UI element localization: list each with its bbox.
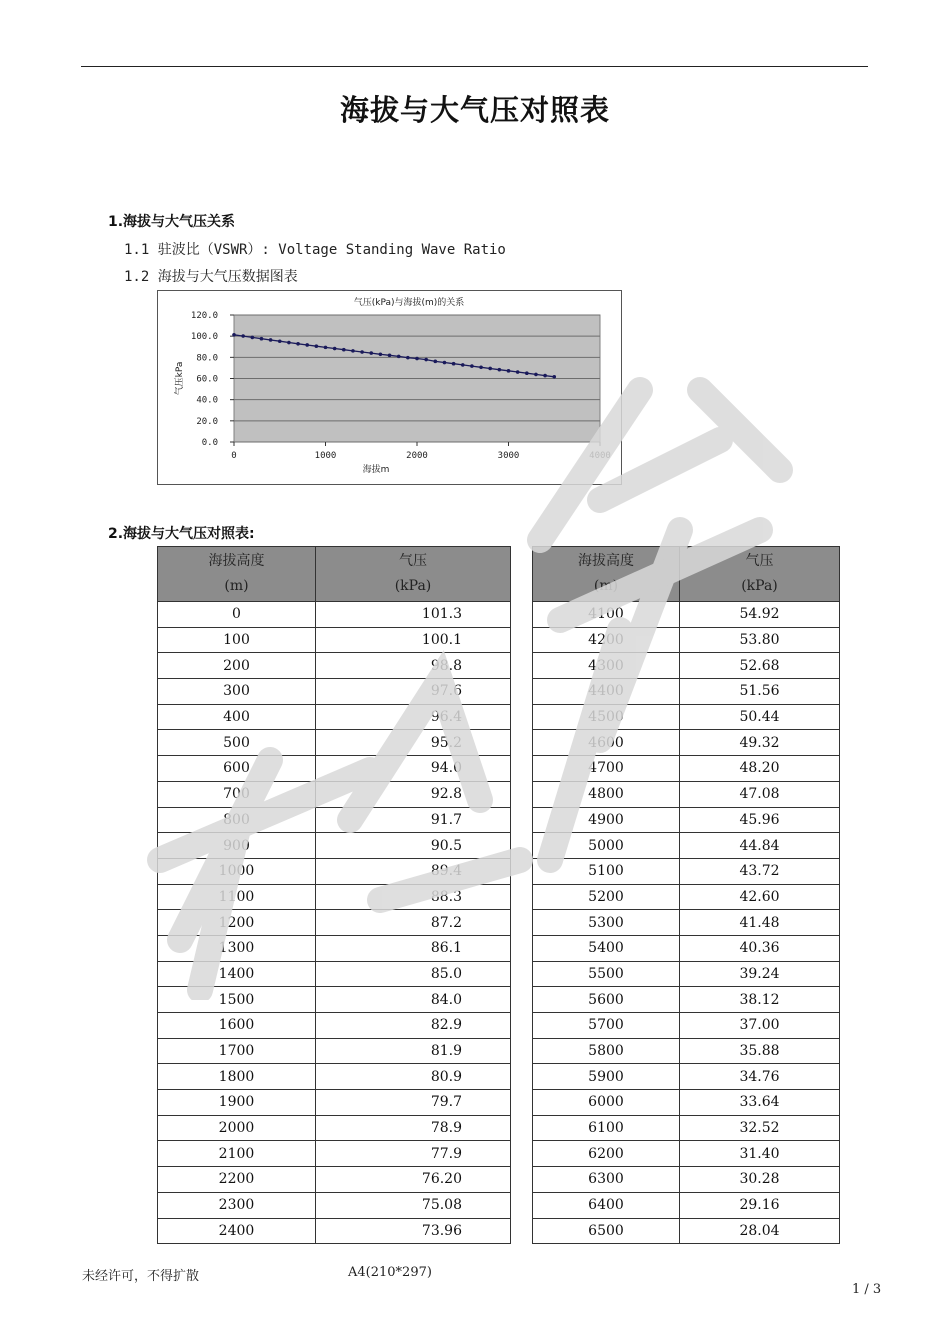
data-point (552, 375, 556, 379)
altitude-cell: 4200 (533, 627, 680, 653)
data-point (488, 367, 492, 371)
data-point (360, 350, 364, 354)
table-gap (511, 833, 533, 859)
x-tick-label: 2000 (406, 451, 428, 461)
altitude-cell: 500 (158, 730, 316, 756)
data-point (388, 354, 392, 358)
data-point (296, 342, 300, 346)
pressure-cell: 31.40 (680, 1141, 840, 1167)
table-gap (511, 935, 533, 961)
altitude-cell: 5800 (533, 1038, 680, 1064)
pressure-cell: 101.3 (316, 602, 511, 628)
pressure-cell: 78.9 (316, 1115, 511, 1141)
altitude-cell: 400 (158, 704, 316, 730)
pressure-cell: 30.28 (680, 1167, 840, 1193)
table-row (158, 653, 840, 679)
pressure-chart (157, 290, 622, 485)
altitude-cell: 4100 (533, 602, 680, 628)
altitude-cell: 6200 (533, 1141, 680, 1167)
table-gap (511, 1192, 533, 1218)
table-row (158, 627, 840, 653)
footer-notice: 未经许可，不得扩散 (82, 1269, 200, 1284)
header-pressure-label: 气压 (745, 553, 774, 569)
altitude-cell: 1500 (158, 987, 316, 1013)
pressure-cell: 48.20 (680, 756, 840, 782)
altitude-cell: 2100 (158, 1141, 316, 1167)
data-point (369, 351, 373, 355)
table-gap (511, 858, 533, 884)
data-point (415, 357, 419, 361)
altitude-cell: 200 (158, 653, 316, 679)
data-point (260, 337, 264, 341)
table-gap (511, 1167, 533, 1193)
altitude-cell: 5500 (533, 961, 680, 987)
y-tick-label: 120.0 (190, 311, 218, 321)
pressure-cell: 28.04 (680, 1218, 840, 1244)
table-row (158, 756, 840, 782)
altitude-cell: 2000 (158, 1115, 316, 1141)
pressure-cell: 90.5 (316, 833, 511, 859)
pressure-cell: 95.2 (316, 730, 511, 756)
data-point (470, 364, 474, 368)
pressure-cell: 84.0 (316, 987, 511, 1013)
pressure-cell: 52.68 (680, 653, 840, 679)
data-point (479, 365, 483, 369)
table-gap (511, 1038, 533, 1064)
pressure-cell: 100.1 (316, 627, 511, 653)
table-gap (511, 987, 533, 1013)
altitude-cell: 6400 (533, 1192, 680, 1218)
table-row (158, 1141, 840, 1167)
pressure-cell: 42.60 (680, 884, 840, 910)
altitude-cell: 1900 (158, 1090, 316, 1116)
altitude-cell: 700 (158, 781, 316, 807)
header-altitude-label: 海拔高度 (578, 553, 634, 569)
altitude-cell: 4500 (533, 704, 680, 730)
pressure-cell: 45.96 (680, 807, 840, 833)
pressure-cell: 98.8 (316, 653, 511, 679)
table-row (158, 935, 840, 961)
pressure-cell: 43.72 (680, 858, 840, 884)
table-gap (511, 1141, 533, 1167)
x-tick-label: 3000 (497, 451, 520, 461)
data-point (525, 371, 529, 375)
altitude-cell: 300 (158, 679, 316, 705)
table-row (158, 1192, 840, 1218)
pressure-cell: 77.9 (316, 1141, 511, 1167)
table-row (158, 1167, 840, 1193)
altitude-cell: 2300 (158, 1192, 316, 1218)
altitude-cell: 1700 (158, 1038, 316, 1064)
table-gap (511, 679, 533, 705)
y-tick-label: 100.0 (190, 332, 218, 343)
pressure-cell: 97.6 (316, 679, 511, 705)
x-tick-label: 1000 (314, 451, 337, 461)
altitude-cell: 1000 (158, 858, 316, 884)
altitude-cell: 6300 (533, 1167, 680, 1193)
table-row (158, 987, 840, 1013)
data-point (287, 341, 291, 345)
data-point (406, 356, 410, 360)
pressure-cell: 94.0 (316, 756, 511, 782)
table-row (158, 1064, 840, 1090)
chart-title: 气压(kPa)与海拔(m)的关系 (353, 298, 465, 308)
table-gap (511, 653, 533, 679)
pressure-cell: 54.92 (680, 602, 840, 628)
pressure-chart-svg (158, 291, 621, 484)
data-point (543, 374, 547, 378)
header-pressure-unit: (kPa) (741, 578, 778, 594)
data-point (232, 333, 236, 337)
table-row (158, 884, 840, 910)
table-gap (511, 756, 533, 782)
pressure-cell: 39.24 (680, 961, 840, 987)
table-gap (511, 730, 533, 756)
pressure-cell: 91.7 (316, 807, 511, 833)
table-row (158, 833, 840, 859)
pressure-cell: 81.9 (316, 1038, 511, 1064)
altitude-cell: 1300 (158, 935, 316, 961)
data-point (305, 343, 309, 347)
table-gap (511, 627, 533, 653)
table-row (158, 781, 840, 807)
footer-paper-size: A4(210*297) (348, 1265, 432, 1280)
altitude-cell: 5900 (533, 1064, 680, 1090)
pressure-cell: 34.76 (680, 1064, 840, 1090)
pressure-cell: 80.9 (316, 1064, 511, 1090)
table-gap (511, 1064, 533, 1090)
pressure-cell: 75.08 (316, 1192, 511, 1218)
data-point (498, 368, 502, 372)
altitude-cell: 4900 (533, 807, 680, 833)
pressure-cell: 40.36 (680, 935, 840, 961)
altitude-cell: 4400 (533, 679, 680, 705)
table-row (158, 1090, 840, 1116)
pressure-cell: 86.1 (316, 935, 511, 961)
header-pressure-label: 气压 (399, 553, 427, 569)
y-tick-label: 0.0 (201, 438, 218, 448)
data-point (424, 358, 428, 362)
altitude-cell: 5400 (533, 935, 680, 961)
table-row (158, 807, 840, 833)
header-altitude-label: 海拔高度 (208, 553, 265, 569)
altitude-cell: 800 (158, 807, 316, 833)
section-1-2: 1.2 海拔与大气压数据图表 (124, 269, 298, 285)
pressure-cell: 92.8 (316, 781, 511, 807)
pressure-cell: 85.0 (316, 961, 511, 987)
altitude-cell: 900 (158, 833, 316, 859)
altitude-cell: 2400 (158, 1218, 316, 1244)
header-altitude-2 (533, 547, 680, 602)
pressure-cell: 50.44 (680, 704, 840, 730)
header-pressure-unit: (kPa) (394, 578, 432, 594)
table-gap (511, 602, 533, 628)
altitude-cell: 1600 (158, 1013, 316, 1039)
data-point (534, 373, 538, 377)
y-tick-label: 40.0 (196, 395, 218, 406)
data-point (434, 360, 438, 364)
header-altitude-unit: (m) (593, 578, 619, 594)
data-point (315, 344, 319, 348)
table-gap (511, 884, 533, 910)
pressure-cell: 32.52 (680, 1115, 840, 1141)
data-point (251, 336, 255, 340)
data-point (452, 362, 456, 366)
pressure-cell: 29.16 (680, 1192, 840, 1218)
x-tick-label: 4000 (589, 451, 611, 461)
altitude-cell: 6100 (533, 1115, 680, 1141)
altitude-cell: 6000 (533, 1090, 680, 1116)
data-point (379, 352, 383, 356)
table-header-row (158, 547, 840, 602)
table-gap (511, 1218, 533, 1244)
table-gap (511, 704, 533, 730)
data-point (324, 346, 328, 350)
table-gap (511, 781, 533, 807)
data-point (351, 349, 355, 353)
data-point (516, 370, 520, 374)
altitude-cell: 1800 (158, 1064, 316, 1090)
table-row (158, 1013, 840, 1039)
pressure-cell: 53.80 (680, 627, 840, 653)
pressure-cell: 51.56 (680, 679, 840, 705)
pressure-cell: 35.88 (680, 1038, 840, 1064)
table-gap (511, 1115, 533, 1141)
pressure-cell: 76.20 (316, 1167, 511, 1193)
altitude-cell: 5000 (533, 833, 680, 859)
pressure-cell: 37.00 (680, 1013, 840, 1039)
table-gap (511, 961, 533, 987)
data-point (278, 339, 282, 343)
pressure-cell: 49.32 (680, 730, 840, 756)
altitude-cell: 5200 (533, 884, 680, 910)
altitude-cell: 4700 (533, 756, 680, 782)
page-number: 1 / 3 (852, 1282, 882, 1297)
table-gap (511, 910, 533, 936)
section-1-heading: 1.海拔与大气压关系 (108, 214, 236, 230)
pressure-cell: 82.9 (316, 1013, 511, 1039)
altitude-cell: 5100 (533, 858, 680, 884)
data-point (507, 369, 511, 373)
section-2-heading: 2.海拔与大气压对照表: (108, 526, 255, 542)
pressure-cell: 33.64 (680, 1090, 840, 1116)
table-row (158, 704, 840, 730)
y-tick-label: 80.0 (196, 353, 218, 364)
page-title: 海拔与大气压对照表 (339, 93, 610, 127)
altitude-pressure-table (157, 546, 840, 1244)
pressure-cell: 79.7 (316, 1090, 511, 1116)
table-row (158, 1115, 840, 1141)
section-1-1: 1.1 驻波比（VSWR）: Voltage Standing Wave Ratio (124, 242, 506, 258)
pressure-cell: 44.84 (680, 833, 840, 859)
table-row (158, 1038, 840, 1064)
altitude-cell: 4800 (533, 781, 680, 807)
data-point (241, 334, 245, 338)
table-row (158, 961, 840, 987)
y-tick-label: 20.0 (196, 416, 218, 427)
pressure-cell: 73.96 (316, 1218, 511, 1244)
table-row (158, 858, 840, 884)
table-row (158, 910, 840, 936)
header-rule (81, 66, 868, 67)
altitude-cell: 0 (158, 602, 316, 628)
table-row (158, 730, 840, 756)
y-axis-label: 气压kPa (175, 361, 185, 396)
pressure-cell: 38.12 (680, 987, 840, 1013)
data-point (269, 338, 273, 342)
table-row (158, 602, 840, 628)
pressure-cell: 87.2 (316, 910, 511, 936)
pressure-cell: 89.4 (316, 858, 511, 884)
altitude-cell: 600 (158, 756, 316, 782)
data-point (333, 347, 337, 351)
altitude-cell: 5300 (533, 910, 680, 936)
altitude-cell: 100 (158, 627, 316, 653)
y-tick-label: 60.0 (196, 374, 218, 385)
altitude-cell: 6500 (533, 1218, 680, 1244)
altitude-cell: 5600 (533, 987, 680, 1013)
data-point (397, 355, 401, 359)
x-axis-label: 海拔m (362, 465, 390, 475)
table-gap (511, 1090, 533, 1116)
altitude-cell: 1400 (158, 961, 316, 987)
altitude-cell: 5700 (533, 1013, 680, 1039)
altitude-cell: 2200 (158, 1167, 316, 1193)
x-tick-label: 0 (231, 451, 237, 461)
altitude-cell: 1100 (158, 884, 316, 910)
altitude-cell: 4300 (533, 653, 680, 679)
table-gap (511, 547, 533, 602)
table-row (158, 679, 840, 705)
altitude-cell: 4600 (533, 730, 680, 756)
data-point (461, 363, 465, 367)
table-gap (511, 1013, 533, 1039)
table-gap (511, 807, 533, 833)
header-altitude (158, 547, 316, 602)
pressure-cell: 47.08 (680, 781, 840, 807)
data-point (342, 348, 346, 352)
header-pressure (316, 547, 511, 602)
pressure-cell: 41.48 (680, 910, 840, 936)
pressure-cell: 96.4 (316, 704, 511, 730)
table-row (158, 1218, 840, 1244)
header-pressure-2 (680, 547, 840, 602)
header-altitude-unit: (m) (224, 578, 249, 594)
pressure-cell: 88.3 (316, 884, 511, 910)
altitude-cell: 1200 (158, 910, 316, 936)
data-point (443, 361, 447, 365)
